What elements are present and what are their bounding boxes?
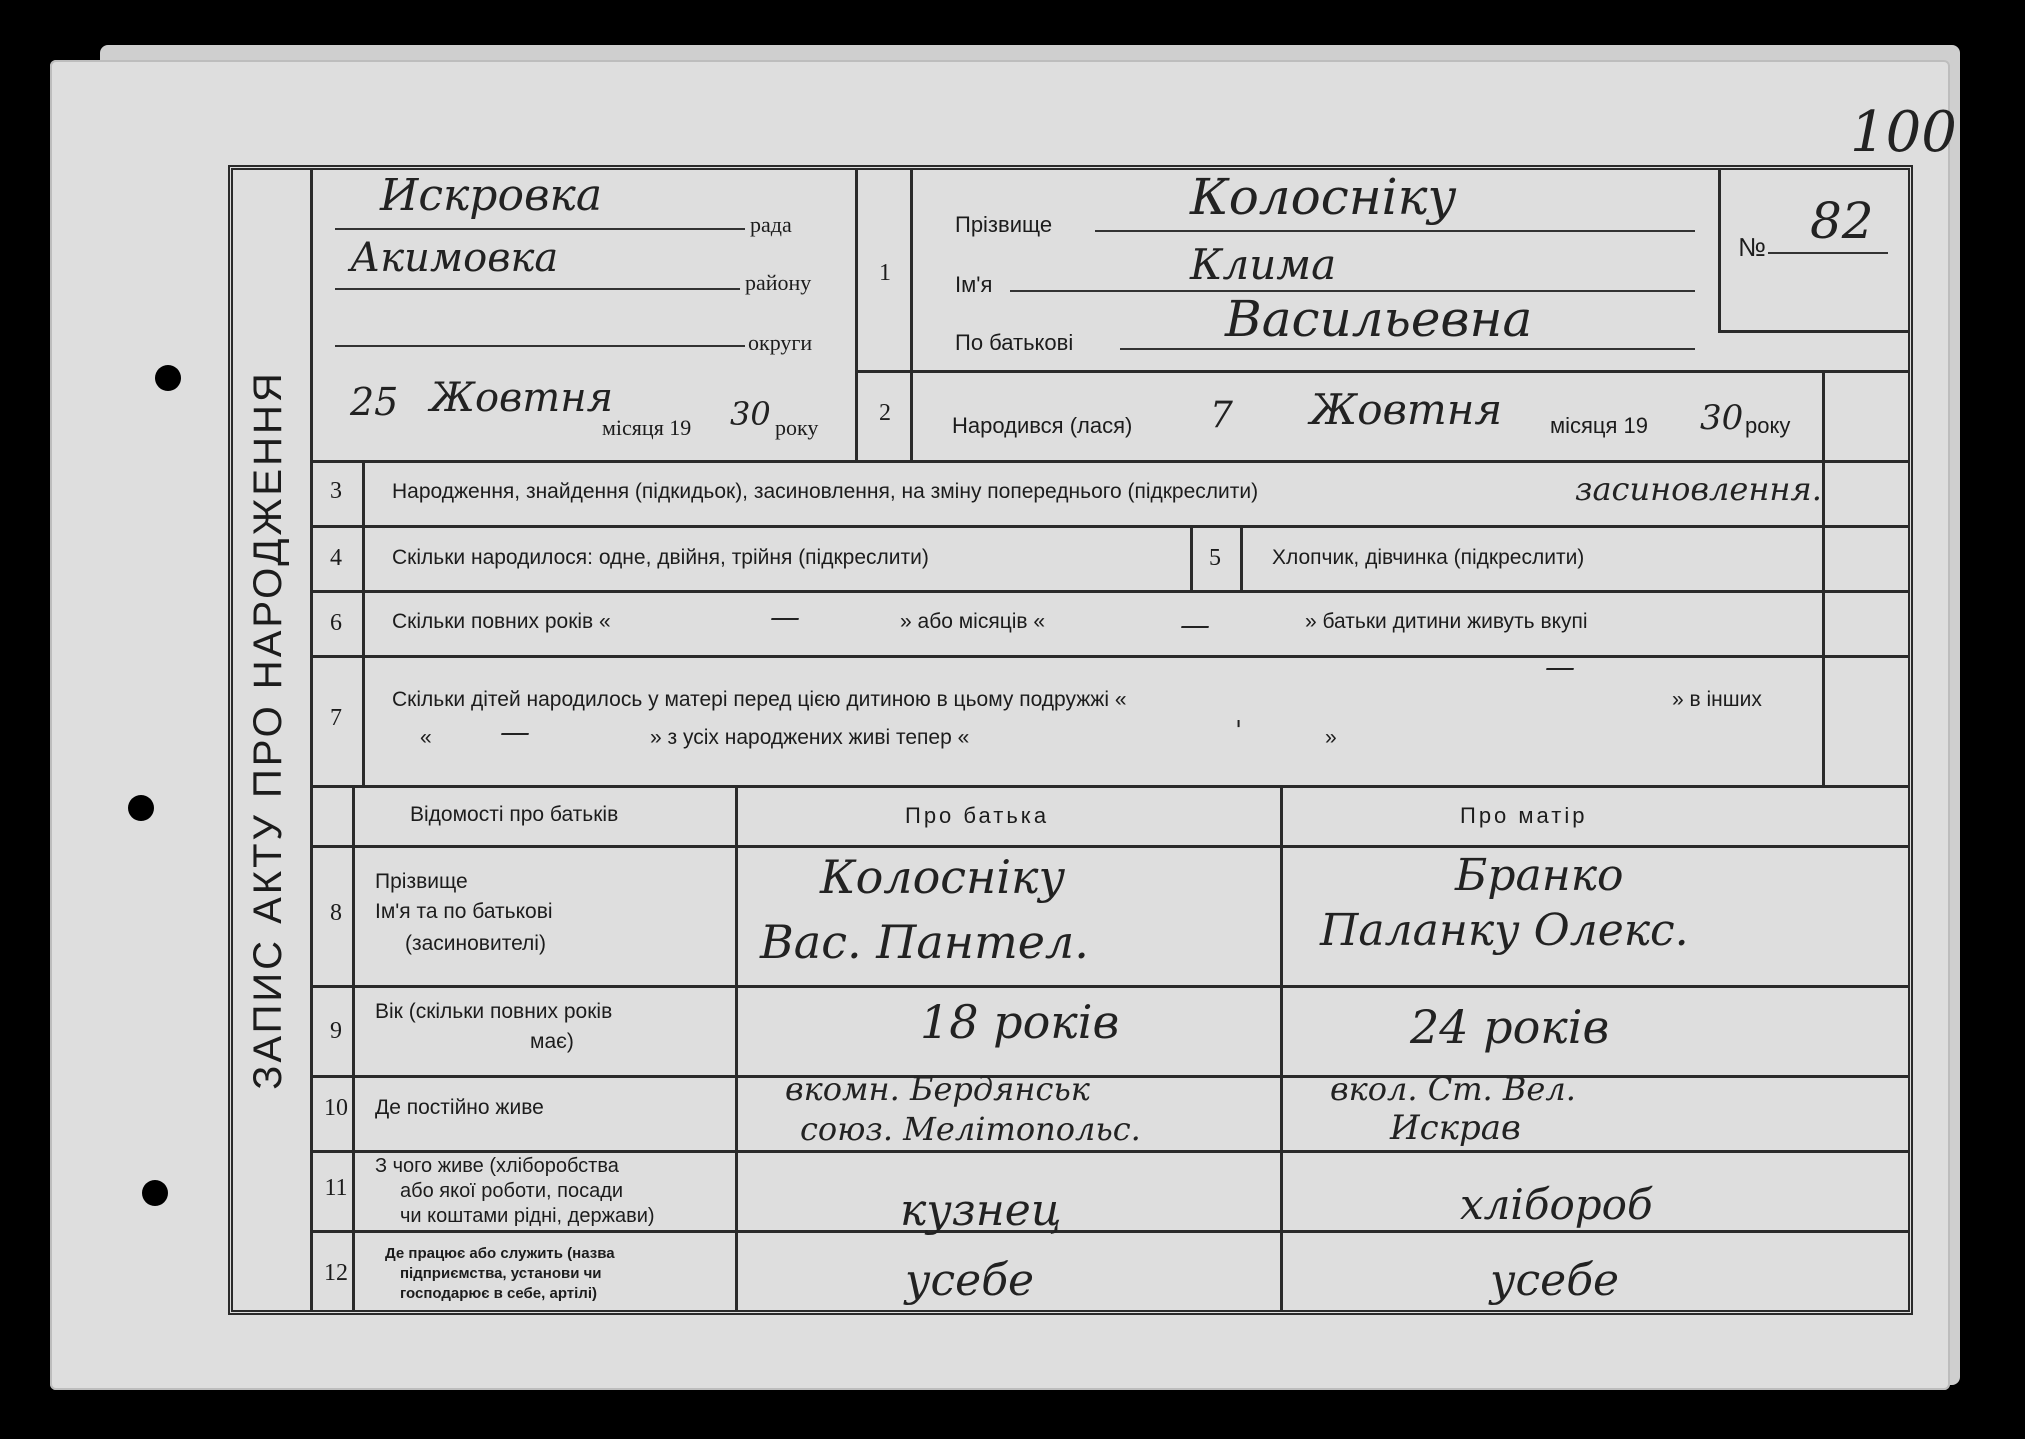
rayon-label: району [745, 270, 812, 295]
page-number: 100 [1850, 100, 1957, 165]
father-surname: Колосніку [820, 850, 1066, 904]
rayon-value: Акимовка [350, 235, 559, 281]
patronymic-value: Васильевна [1225, 290, 1533, 348]
divider [310, 525, 1910, 528]
divider [1822, 370, 1825, 785]
row-number: 2 [879, 400, 891, 426]
rada-label: рада [750, 212, 792, 237]
year-value: 30 [730, 395, 771, 433]
father-age: 18 років [920, 995, 1120, 1049]
num-col-divider [362, 460, 365, 785]
side-title: ЗАПИС АКТУ ПРО НАРОДЖЕННЯ [246, 370, 290, 1090]
divider [310, 460, 1910, 463]
row-number: 11 [324, 1175, 348, 1201]
row-number: 8 [330, 900, 342, 926]
row-number: 7 [330, 705, 342, 731]
mother-age: 24 років [1410, 1000, 1610, 1054]
underline [1095, 230, 1695, 232]
mother-header: Про матір [1460, 803, 1588, 828]
name-value: Клима [1190, 240, 1337, 289]
underline [335, 345, 745, 347]
mother-residence-2: Искрав [1390, 1108, 1521, 1148]
born-day: 7 [1210, 395, 1233, 436]
row9-label1: Вік (скільки повних років [375, 1000, 613, 1023]
row7-line2c: » [1325, 726, 1337, 749]
row-number: 1 [879, 260, 891, 286]
born-month: Жовтня [1310, 385, 1503, 434]
row6-years-value: — [770, 600, 800, 635]
row8-label2: Ім'я та по батькові [375, 900, 553, 923]
divider [310, 845, 1910, 848]
row7-value1: — [1545, 650, 1575, 685]
divider [1280, 785, 1283, 1310]
row-number: 10 [324, 1095, 348, 1121]
row-number: 4 [330, 545, 342, 571]
divider [1190, 525, 1193, 590]
underline [335, 288, 740, 290]
divider [310, 985, 1910, 988]
row7-line1: Скільки дітей народилось у матері перед цією дитиною в цьому подружжі « [392, 688, 1127, 711]
divider [310, 785, 1910, 788]
punch-hole [128, 795, 154, 821]
row8-label3: (засиновителі) [405, 932, 546, 955]
father-workplace: усебе [905, 1255, 1035, 1306]
row6-text-c: » батьки дитини живуть вкупі [1305, 610, 1588, 633]
number-value: 82 [1810, 192, 1874, 250]
row-number: 5 [1209, 545, 1221, 571]
okrug-label: округи [748, 330, 813, 355]
father-occupation: кузнец [900, 1185, 1062, 1236]
rada-value: Искровка [380, 170, 603, 221]
father-header: Про батька [905, 803, 1050, 828]
row4-text: Скільки народилося: одне, двійня, трійня (підкреслити) [392, 546, 929, 569]
divider [735, 785, 738, 1310]
row11-label2: або якої роботи, посади [400, 1180, 624, 1202]
underline [1768, 252, 1888, 254]
row7-line2a: « [420, 726, 432, 749]
divider [1240, 525, 1243, 590]
row3-text: Народження, знайдення (підкидьок), засиновлення, на зміну попереднього (підкреслити) [392, 480, 1259, 503]
underline [1120, 348, 1695, 350]
divider [310, 1075, 1910, 1078]
divider [310, 1150, 1910, 1153]
title-column-divider [310, 170, 313, 1310]
father-residence-2: союз. Мелітопольс. [800, 1110, 1141, 1148]
father-name: Вас. Пантел. [760, 915, 1089, 969]
row6-text-a: Скільки повних років « [392, 610, 611, 633]
row7-line1-end: » в інших [1672, 688, 1762, 711]
mother-name: Паланку Олекс. [1320, 905, 1689, 956]
number-label: № [1738, 232, 1766, 262]
row12-label3: господарює в себе, артілі) [400, 1285, 597, 1302]
divider [1718, 170, 1721, 330]
row-number: 3 [330, 478, 342, 504]
born-label: Народився (лася) [952, 413, 1133, 438]
month-label: місяця 19 [602, 415, 692, 440]
father-residence-1: вкомн. Бердянськ [785, 1070, 1090, 1108]
mother-workplace: усебе [1490, 1255, 1620, 1306]
num-col-divider [352, 785, 355, 1310]
surname-value: Колосніку [1190, 168, 1457, 226]
divider [855, 170, 858, 460]
parents-column-label: Відомості про батьків [410, 803, 619, 826]
patronymic-label: По батькові [955, 330, 1074, 355]
row3-value: засиновлення. [1575, 470, 1822, 508]
row6-text-b: » або місяців « [900, 610, 1046, 633]
year-label: року [775, 415, 819, 440]
row7-line2b: » з усіх народжених живі тепер « [650, 726, 970, 749]
mother-occupation: хлібороб [1460, 1180, 1653, 1229]
underline [335, 228, 745, 230]
divider [310, 655, 1910, 658]
row5-text: Хлопчик, дівчинка (підкреслити) [1272, 546, 1585, 569]
row-number: 9 [330, 1018, 342, 1044]
divider [855, 370, 1910, 373]
mother-surname: Бранко [1455, 850, 1624, 901]
mother-residence-1: вкол. Ст. Вел. [1330, 1070, 1576, 1108]
born-year-label: року [1745, 413, 1791, 438]
row6-months-value: — [1180, 608, 1210, 643]
row12-label2: підприємства, установи чи [400, 1265, 602, 1282]
punch-hole [155, 365, 181, 391]
row7-value2: — [500, 715, 530, 750]
row-number: 6 [330, 610, 342, 636]
date-month: Жовтня [430, 375, 614, 421]
divider [310, 1230, 1910, 1233]
row8-label1: Прізвище [375, 870, 468, 893]
row-number: 12 [324, 1260, 348, 1286]
born-month-label: місяця 19 [1550, 413, 1649, 438]
divider [1718, 330, 1908, 333]
born-year: 30 [1700, 398, 1744, 438]
row12-label1: Де працює або служить (назва [385, 1245, 615, 1262]
divider [910, 170, 913, 460]
row9-label2: має) [530, 1030, 574, 1053]
row11-label3: чи коштами рідні, держави) [400, 1205, 655, 1227]
name-label: Ім'я [955, 272, 993, 297]
row11-label1: З чого живе (хліборобства [375, 1155, 619, 1177]
row10-label: Де постійно живе [375, 1096, 544, 1119]
surname-label: Прізвище [955, 212, 1053, 237]
row7-value3: ' [1235, 716, 1243, 746]
date-day: 25 [350, 380, 399, 424]
divider [310, 590, 1910, 593]
punch-hole [142, 1180, 168, 1206]
